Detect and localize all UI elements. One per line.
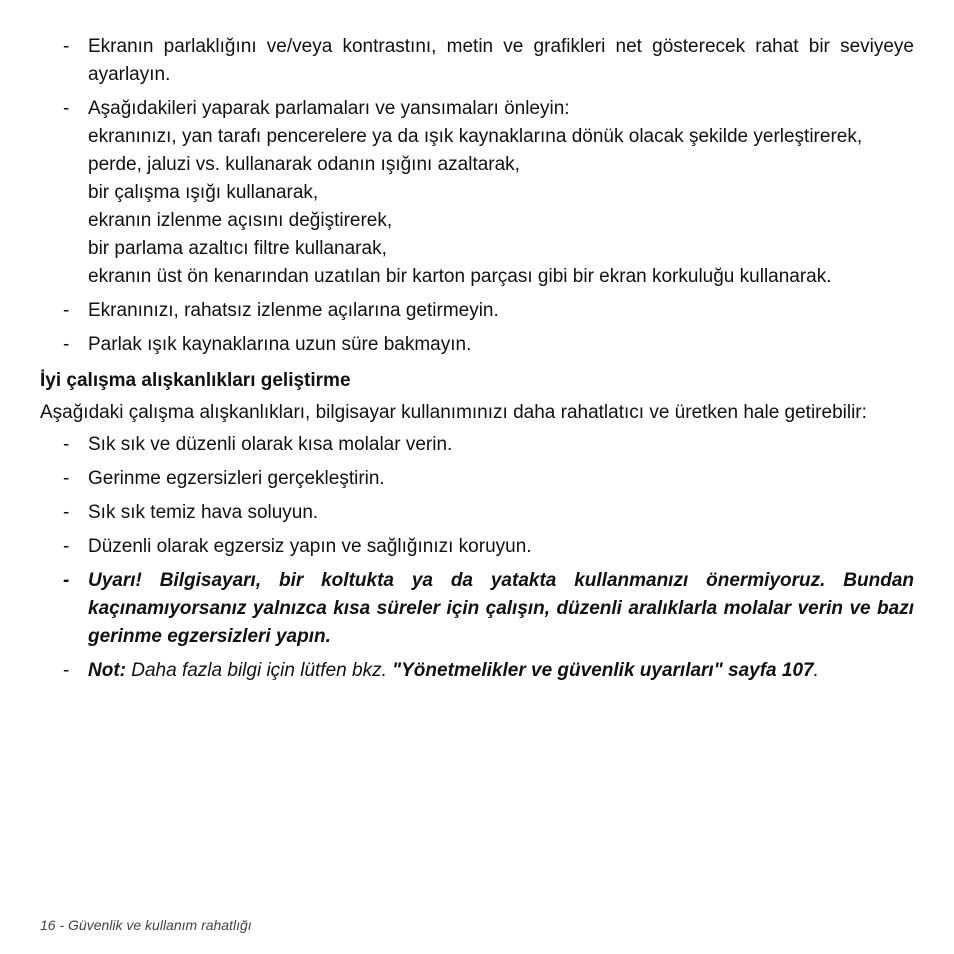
bullet-dash: -: [63, 36, 70, 57]
list-item-text: Düzenli olarak egzersiz yapın ve sağlığınızı koruyun.: [88, 536, 532, 557]
list-item-text: Sık sık ve düzenli olarak kısa molalar verin.: [88, 434, 453, 455]
note-label: Not:: [88, 660, 126, 681]
list-item: [40, 95, 914, 291]
section-heading: İyi çalışma alışkanlıkları geliştirme: [40, 370, 351, 391]
list-item-text: Sık sık temiz hava soluyun.: [88, 502, 319, 523]
bullet-dash: -: [63, 300, 70, 321]
list-item-text: Ekranınızı, rahatsız izlenme açılarına getirmeyin.: [88, 300, 499, 321]
list-item: [40, 499, 914, 527]
sub-line: bir parlama azaltıcı filtre kullanarak,: [88, 238, 387, 259]
bullet-dash: -: [63, 98, 70, 119]
bullet-dash: -: [63, 536, 70, 557]
sub-line: ekranın üst ön kenarından uzatılan bir karton parçası gibi bir ekran korkuluğu kullanarak.: [88, 266, 832, 287]
note-text: Daha fazla bilgi için lütfen bkz.: [125, 660, 393, 681]
note-reference-link[interactable]: "Yönetmelikler ve güvenlik uyarıları" sayfa 107: [392, 660, 814, 681]
bullet-dash: -: [63, 660, 70, 681]
warning-text: Uyarı! Bilgisayarı, bir koltukta ya da yatakta kullanmanızı önermiyoruz. Bundan kaçınamıyorsanız yalnızca kısa süreler için çalışın, düzenli aralıklarla molalar verin ve bazı gerinme egzersizleri yapın.: [88, 570, 914, 647]
list-item: [40, 297, 914, 325]
bullet-dash: -: [63, 468, 70, 489]
intro-paragraph: Aşağıdaki çalışma alışkanlıkları, bilgisayar kullanımınızı daha rahatlatıcı ve üretken hale getirebilir:: [40, 402, 867, 423]
document-body: [40, 33, 914, 685]
bullet-dash: -: [63, 502, 70, 523]
list-item-text: Gerinme egzersizleri gerçekleştirin.: [88, 468, 385, 489]
list-item-text: Parlak ışık kaynaklarına uzun süre bakmayın.: [88, 334, 472, 355]
warning-item: [40, 567, 914, 651]
bullet-dash: -: [63, 334, 70, 355]
list-item: [40, 331, 914, 359]
list-item: [40, 431, 914, 459]
list-item: [40, 33, 914, 89]
display-tips-list: [40, 33, 914, 359]
bullet-dash: -: [63, 434, 70, 455]
list-item-text: Ekranın parlaklığını ve/veya kontrastını, metin ve grafikleri net gösterecek rahat bir seviyeye ayarlayın.: [88, 36, 914, 85]
list-item: [40, 465, 914, 493]
note-item: [40, 657, 914, 685]
sub-line: perde, jaluzi vs. kullanarak odanın ışığını azaltarak,: [88, 154, 520, 175]
bullet-dash: -: [63, 570, 70, 591]
note-end: .: [813, 660, 819, 681]
sub-line: ekranın izlenme açısını değiştirerek,: [88, 210, 393, 231]
sub-line: ekranınızı, yan tarafı pencerelere ya da ışık kaynaklarına dönük olacak şekilde yerleştirerek,: [88, 126, 863, 147]
habits-list: [40, 431, 914, 685]
list-item-intro: Aşağıdakileri yaparak parlamaları ve yansımaları önleyin:: [88, 98, 570, 119]
sub-line: bir çalışma ışığı kullanarak,: [88, 182, 319, 203]
list-item: [40, 533, 914, 561]
page-footer: 16 - Güvenlik ve kullanım rahatlığı: [40, 917, 252, 933]
glare-tips: [88, 95, 914, 291]
